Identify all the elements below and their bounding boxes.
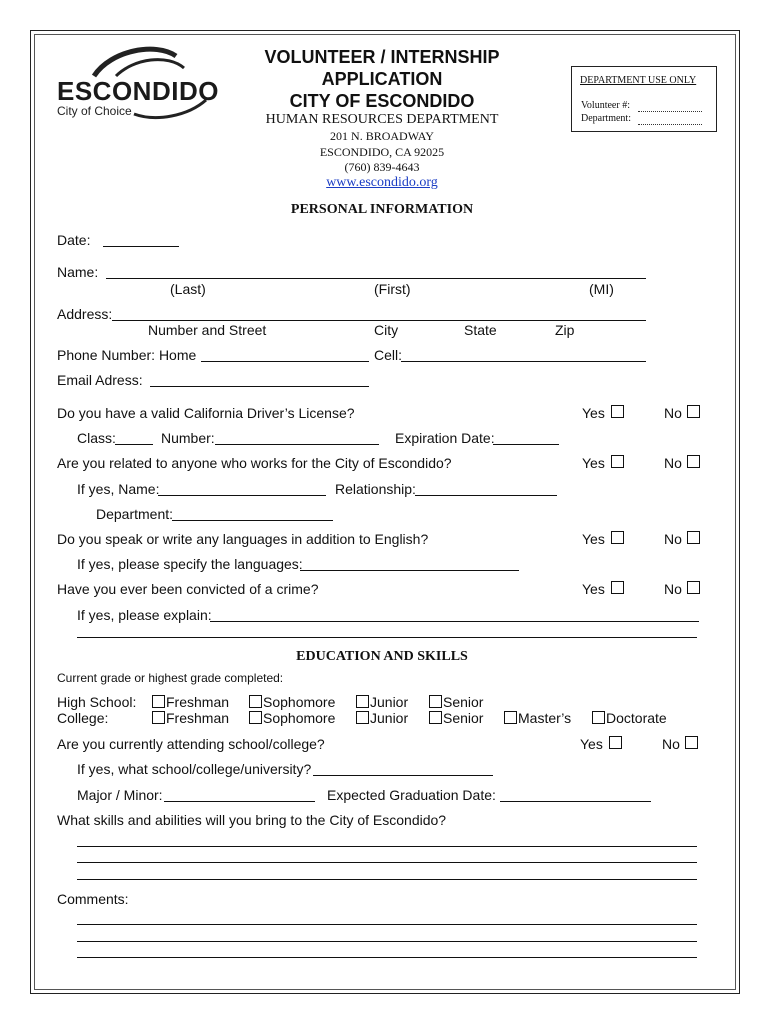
languages-yes-label: Yes — [582, 531, 605, 547]
question-skills: What skills and abilities will you bring to the City of Escondido? — [57, 812, 447, 828]
license-number-field[interactable] — [215, 444, 379, 445]
crime-yes-checkbox[interactable] — [611, 581, 624, 594]
phone-home-field[interactable] — [201, 361, 369, 362]
license-class-field[interactable] — [115, 444, 153, 445]
graduation-date-label: Expected Graduation Date: — [327, 787, 496, 803]
license-number-label: Number: — [161, 430, 215, 446]
college-masters-label: Master’s — [518, 710, 572, 726]
phone-number: (760) 839-4643 — [344, 160, 420, 174]
crime-yes-label: Yes — [582, 581, 605, 597]
license-expiration-field[interactable] — [493, 444, 559, 445]
college-senior-checkbox[interactable] — [429, 711, 442, 724]
languages-no-label: No — [664, 531, 682, 547]
date-label: Date: — [57, 232, 91, 248]
college-sophomore-label: Sophomore — [263, 710, 336, 726]
skills-field-1[interactable] — [77, 846, 697, 847]
crime-explain-field-2[interactable] — [77, 637, 697, 638]
related-no-label: No — [664, 455, 682, 471]
relationship-field[interactable] — [415, 495, 557, 496]
volunteer-number-label: Volunteer #: — [581, 100, 630, 111]
languages-specify-field[interactable] — [300, 570, 519, 571]
major-minor-label: Major / Minor: — [77, 787, 163, 803]
attending-yes-label: Yes — [580, 736, 603, 752]
volunteer-number-field[interactable] — [638, 111, 702, 112]
license-class-label: Class: — [77, 430, 116, 446]
department-use-label: Department: — [581, 113, 631, 124]
college-junior-checkbox[interactable] — [356, 711, 369, 724]
college-sophomore-checkbox[interactable] — [249, 711, 262, 724]
college-label: College: — [57, 710, 109, 726]
graduation-date-field[interactable] — [500, 801, 651, 802]
question-attending: Are you currently attending school/college? — [57, 736, 325, 752]
title-line-2: APPLICATION — [321, 69, 443, 89]
department-use-title: DEPARTMENT USE ONLY — [580, 75, 697, 86]
school-name-field[interactable] — [313, 775, 493, 776]
license-expiration-label: Expiration Date: — [395, 430, 495, 446]
attending-no-checkbox[interactable] — [685, 736, 698, 749]
related-department-field[interactable] — [172, 520, 333, 521]
current-grade-label: Current grade or highest grade completed: — [57, 671, 284, 685]
department-use-box — [571, 66, 717, 132]
college-doctorate-label: Doctorate — [606, 710, 667, 726]
phone-home-label: Phone Number: Home — [57, 347, 197, 363]
education-heading: EDUCATION AND SKILLS — [296, 649, 468, 664]
comments-field-2[interactable] — [77, 941, 697, 942]
college-freshman-label: Freshman — [166, 710, 230, 726]
address-city-caption: City — [374, 322, 399, 338]
languages-specify-label: If yes, please specify the languages: — [77, 556, 303, 572]
hs-junior-checkbox[interactable] — [356, 695, 369, 708]
title-line-1: VOLUNTEER / INTERNSHIP — [264, 47, 500, 67]
license-no-checkbox[interactable] — [687, 405, 700, 418]
address-state-caption: State — [464, 322, 497, 338]
phone-cell-field[interactable] — [401, 361, 646, 362]
license-no-label: No — [664, 405, 682, 421]
attending-no-label: No — [662, 736, 680, 752]
name-first-caption: (First) — [374, 281, 411, 297]
related-name-field[interactable] — [158, 495, 326, 496]
attending-yes-checkbox[interactable] — [609, 736, 622, 749]
college-freshman-checkbox[interactable] — [152, 711, 165, 724]
name-mi-caption: (MI) — [589, 281, 614, 297]
crime-no-label: No — [664, 581, 682, 597]
address-line-1: 201 N. BROADWAY — [330, 129, 434, 143]
name-field[interactable] — [106, 278, 646, 279]
college-doctorate-checkbox[interactable] — [592, 711, 605, 724]
personal-info-heading: PERSONAL INFORMATION — [290, 202, 474, 217]
question-related: Are you related to anyone who works for the City of Escondido? — [57, 455, 452, 471]
related-yes-label: Yes — [582, 455, 605, 471]
comments-field-3[interactable] — [77, 957, 697, 958]
hs-senior-label: Senior — [443, 694, 484, 710]
languages-yes-checkbox[interactable] — [611, 531, 624, 544]
hs-freshman-checkbox[interactable] — [152, 695, 165, 708]
related-no-checkbox[interactable] — [687, 455, 700, 468]
comments-field-1[interactable] — [77, 924, 697, 925]
address-label: Address: — [57, 306, 113, 322]
address-field[interactable] — [112, 320, 646, 321]
logo-wordmark: ESCONDIDO — [57, 76, 219, 106]
hs-sophomore-checkbox[interactable] — [249, 695, 262, 708]
related-name-label: If yes, Name: — [77, 481, 160, 497]
relationship-label: Relationship: — [335, 481, 416, 497]
question-license: Do you have a valid California Driver’s License? — [57, 405, 355, 421]
skills-field-3[interactable] — [77, 879, 697, 880]
college-masters-checkbox[interactable] — [504, 711, 517, 724]
address-street-caption: Number and Street — [148, 322, 267, 338]
hs-junior-label: Junior — [370, 694, 409, 710]
related-department-label: Department: — [96, 506, 174, 522]
email-field[interactable] — [150, 386, 369, 387]
address-line-2: ESCONDIDO, CA 92025 — [319, 145, 445, 159]
phone-cell-label: Cell: — [374, 347, 403, 363]
hs-freshman-label: Freshman — [166, 694, 230, 710]
major-minor-field[interactable] — [164, 801, 315, 802]
comments-label: Comments: — [57, 891, 129, 907]
address-zip-caption: Zip — [555, 322, 575, 338]
question-crime: Have you ever been convicted of a crime? — [57, 581, 319, 597]
email-label: Email Adress: — [57, 372, 143, 388]
hs-sophomore-label: Sophomore — [263, 694, 336, 710]
name-last-caption: (Last) — [170, 281, 206, 297]
related-yes-checkbox[interactable] — [611, 455, 624, 468]
license-yes-checkbox[interactable] — [611, 405, 624, 418]
hs-senior-checkbox[interactable] — [429, 695, 442, 708]
crime-no-checkbox[interactable] — [687, 581, 700, 594]
title-line-3: CITY OF ESCONDIDO — [289, 91, 475, 111]
skills-field-2[interactable] — [77, 862, 697, 863]
department-name: HUMAN RESOURCES DEPARTMENT — [265, 112, 499, 127]
logo-tagline: City of Choice — [57, 104, 132, 118]
high-school-label: High School: — [57, 694, 137, 710]
crime-explain-field-1[interactable] — [210, 621, 699, 622]
date-field[interactable] — [103, 246, 179, 247]
crime-explain-label: If yes, please explain: — [77, 607, 212, 623]
license-yes-label: Yes — [582, 405, 605, 421]
school-name-label: If yes, what school/college/university? — [77, 761, 312, 777]
department-use-field[interactable] — [638, 124, 702, 125]
question-languages: Do you speak or write any languages in addition to English? — [57, 531, 429, 547]
website-link[interactable]: www.escondido.org — [326, 175, 438, 190]
name-label: Name: — [57, 264, 99, 280]
college-senior-label: Senior — [443, 710, 484, 726]
college-junior-label: Junior — [370, 710, 409, 726]
languages-no-checkbox[interactable] — [687, 531, 700, 544]
